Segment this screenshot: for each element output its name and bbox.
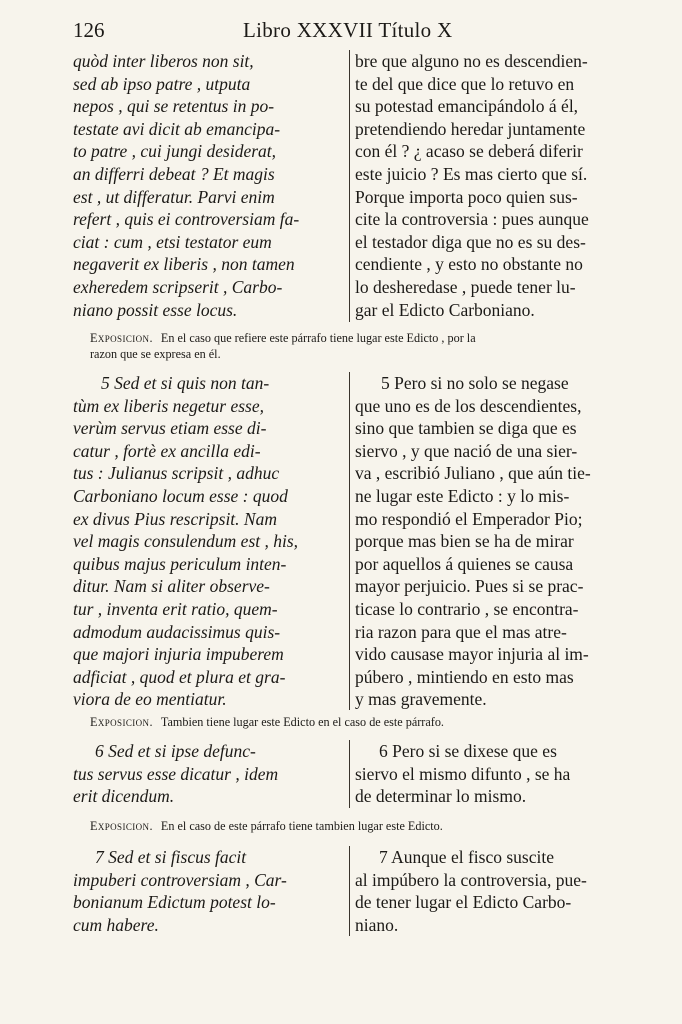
spanish-line: que uno es de los descendientes, — [355, 395, 582, 416]
latin-line: to patre , cui jungi desiderat, — [73, 141, 277, 162]
latin-column — [73, 740, 341, 808]
latin-line: sed ab ipso patre , utputa — [73, 73, 251, 94]
spanish-line: de tener lugar el Edicto Carbo- — [355, 892, 572, 913]
spanish-line: siervo el mismo difunto , se ha — [355, 763, 571, 784]
latin-line: 5 Sed et si quis non tan- — [101, 373, 270, 393]
spanish-line: ne lugar este Edicto : y lo mis- — [355, 485, 570, 506]
latin-line: 7 Sed et si fiscus facit — [95, 847, 247, 867]
exposition-note — [90, 714, 618, 730]
latin-line: bonianum Edictum potest lo- — [73, 892, 276, 913]
spanish-line: ria razon para que el mas atre- — [355, 621, 567, 642]
spanish-line: mo respondió el Emperador Pio; — [355, 508, 583, 529]
spanish-line: 6 Pero si se dixese que es — [379, 741, 557, 761]
exposition-note — [90, 818, 618, 834]
latin-line: impuberi controversiam , Car- — [73, 869, 287, 890]
latin-line: viora de eo mentiatur. — [73, 689, 227, 710]
exposition-note — [90, 330, 618, 362]
latin-line: cum habere. — [73, 914, 159, 935]
latin-line: est , ut differatur. Parvi enim — [73, 186, 275, 207]
latin-line: nepos , qui se retentus in po- — [73, 96, 275, 117]
spanish-line: ticase lo contrario , se encontra- — [355, 598, 579, 619]
latin-line: negaverit ex liberis , non tamen — [73, 254, 295, 275]
latin-line: tùm ex liberis negetur esse, — [73, 395, 264, 416]
page-number: 126 — [73, 18, 105, 42]
exposition-text: Tambien tiene lugar este Edicto en el caso de este párrafo. — [160, 715, 444, 729]
exposition-label: Exposicion. — [90, 819, 153, 833]
latin-line: que majori injuria impuberem — [73, 644, 284, 665]
spanish-line: niano. — [355, 914, 399, 935]
spanish-line: de determinar lo mismo. — [355, 786, 527, 807]
latin-line: an differri debeat ? Et magis — [73, 163, 275, 184]
spanish-line: con él ? ¿ acaso se deberá diferir — [355, 141, 583, 162]
spanish-column — [355, 50, 618, 321]
spanish-line: Porque importa poco quien sus- — [355, 186, 578, 207]
column-divider — [349, 846, 350, 936]
page-header — [73, 18, 618, 44]
spanish-column — [355, 846, 618, 936]
spanish-line: su potestad emancipándolo á él, — [355, 96, 579, 117]
latin-line: ex divus Pius rescripsit. Nam — [73, 508, 277, 529]
latin-line: quibus majus periculum inten- — [73, 553, 287, 574]
latin-line: tur , inventa erit ratio, quem- — [73, 598, 278, 619]
latin-line: Carboniano locum esse : quod — [73, 485, 288, 506]
spanish-line: gar el Edicto Carboniano. — [355, 299, 535, 320]
spanish-line: porque mas bien se ha de mirar — [355, 531, 574, 552]
latin-line: testate avi dicit ab emancipa- — [73, 118, 281, 139]
spanish-line: 7 Aunque el fisco suscite — [379, 847, 554, 867]
latin-line: adficiat , quod et plura et gra- — [73, 666, 286, 687]
exposition-label: Exposicion. — [90, 715, 153, 729]
spanish-line: te del que dice que lo retuvo en — [355, 73, 575, 94]
spanish-line: este juicio ? Es mas cierto que sí. — [355, 163, 588, 184]
spanish-line: sino que tambien se diga que es — [355, 418, 577, 439]
latin-column — [73, 50, 341, 321]
latin-line: admodum audacissimus quis- — [73, 621, 281, 642]
latin-line: exheredem scripserit , Carbo- — [73, 276, 283, 297]
spanish-line: por aquellos á quienes se causa — [355, 553, 574, 574]
spanish-line: al impúbero la controversia, pue- — [355, 869, 587, 890]
spanish-line: 5 Pero si no solo se negase — [381, 373, 569, 393]
column-divider — [349, 50, 350, 322]
spanish-line: el testador diga que no es su des- — [355, 231, 586, 252]
spanish-column — [355, 372, 618, 711]
spanish-line: y mas gravemente. — [355, 689, 487, 710]
spanish-line: va , escribió Juliano , que aún tie- — [355, 463, 591, 484]
spanish-line: pretendiendo heredar juntamente — [355, 118, 586, 139]
spanish-line: púbero , mintiendo en esto mas — [355, 666, 574, 687]
latin-line: quòd inter liberos non sit, — [73, 51, 254, 71]
spanish-column — [355, 740, 618, 808]
latin-line: tus : Julianus scripsit , adhuc — [73, 463, 280, 484]
latin-line: erit dicendum. — [73, 786, 175, 807]
column-divider — [349, 740, 350, 808]
column-divider — [349, 372, 350, 710]
latin-line: verùm servus etiam esse di- — [73, 418, 267, 439]
latin-line: tus servus esse dicatur , idem — [73, 763, 279, 784]
paragraph-block — [73, 846, 618, 942]
latin-column — [73, 372, 341, 711]
latin-line: ciat : cum , etsi testator eum — [73, 231, 272, 252]
paragraph-block — [73, 740, 618, 812]
spanish-line: siervo , y que nació de una sier- — [355, 440, 578, 461]
running-title: Libro XXXVII Título X — [243, 18, 453, 42]
latin-line: ditur. Nam si aliter observe- — [73, 576, 270, 597]
latin-line: 6 Sed et si ipse defunc- — [95, 741, 256, 761]
paragraph-block — [73, 50, 618, 326]
spanish-line: vido causase mayor injuria al im- — [355, 644, 589, 665]
spanish-line: cendiente , y esto no obstante no — [355, 254, 583, 275]
spanish-line: bre que alguno no es descendien- — [355, 51, 588, 71]
exposition-text: En el caso que refiere este párrafo tiene lugar este Edicto , por la — [160, 331, 476, 345]
exposition-label: Exposicion. — [90, 331, 153, 345]
spanish-line: lo desheredase , puede tener lu- — [355, 276, 576, 297]
latin-line: vel magis consulendum est , his, — [73, 531, 299, 552]
latin-line: niano possit esse locus. — [73, 299, 238, 320]
spanish-line: mayor perjuicio. Pues si se prac- — [355, 576, 584, 597]
latin-line: refert , quis ei controversiam fa- — [73, 209, 300, 230]
exposition-text: En el caso de este párrafo tiene tambien lugar este Edicto. — [160, 819, 443, 833]
latin-line: catur , fortè ex ancilla edi- — [73, 440, 261, 461]
exposition-text: razon que se expresa en él. — [90, 347, 221, 361]
paragraph-block — [73, 372, 618, 712]
spanish-line: cite la controversia : pues aunque — [355, 209, 589, 230]
latin-column — [73, 846, 341, 936]
